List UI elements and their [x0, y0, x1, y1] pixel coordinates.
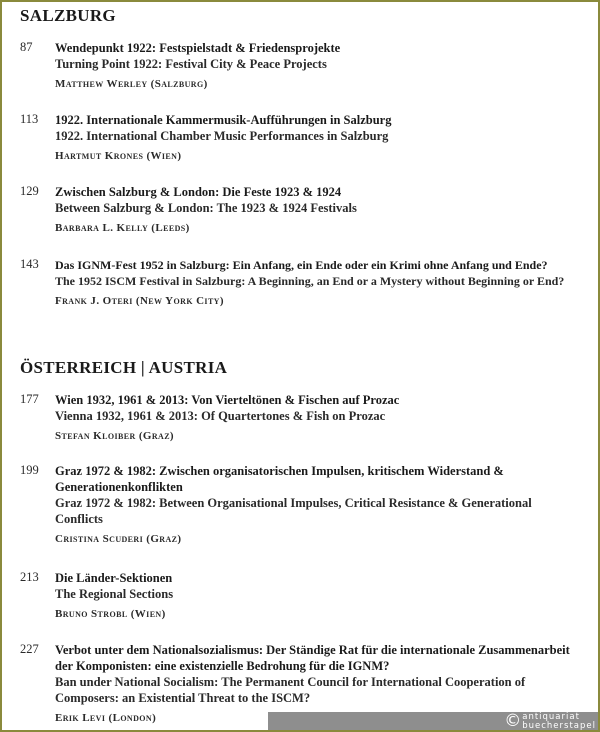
- title-german: Verbot unter dem Nationalsozialismus: Der Ständige Rat für die internationale Zusammenarbeit der Komponisten: eine existenzielle Bedrohung für die IGNM?: [55, 643, 570, 673]
- watermark-text: [504, 713, 596, 730]
- title-english: Ban under National Socialism: The Permanent Council for International Cooperation of Composers: an Existential Threat to the ISCM?: [55, 675, 526, 705]
- toc-entry: [20, 463, 584, 547]
- title-german: Graz 1972 & 1982: Zwischen organisatorischen Impulsen, kritischem Widerstand & Generationenkonflikten: [55, 464, 504, 494]
- page-number: 227: [20, 642, 39, 656]
- author: Erik Levi (London): [55, 712, 157, 724]
- toc-entry: [20, 392, 584, 444]
- author: Hartmut Krones (Wien): [55, 150, 182, 162]
- page-number: 177: [20, 392, 39, 406]
- page-number: 87: [20, 40, 33, 54]
- watermark-line2: buecherstapel: [522, 720, 596, 731]
- author: Frank J. Oteri (New York City): [55, 295, 224, 307]
- title-english: Vienna 1932, 1961 & 2013: Of Quartertones & Fish on Prozac: [55, 409, 386, 423]
- toc-entry: [20, 570, 584, 622]
- title-german: Zwischen Salzburg & London: Die Feste 1923 & 1924: [55, 185, 342, 199]
- copyright-icon: ©: [504, 711, 522, 731]
- title-english: The Regional Sections: [55, 587, 174, 601]
- title-english: The 1952 ISCM Festival in Salzburg: A Beginning, an End or a Mystery without Beginning or End?: [55, 274, 565, 288]
- watermark-banner: [268, 712, 598, 730]
- toc-entry: [20, 112, 584, 164]
- title-german: Das IGNM-Fest 1952 in Salzburg: Ein Anfang, ein Ende oder ein Krimi ohne Anfang und Ende?: [55, 258, 548, 272]
- section-heading-austria: ÖSTERREICH | AUSTRIA: [20, 358, 228, 377]
- page-number: 199: [20, 463, 39, 477]
- page-number: 213: [20, 570, 39, 584]
- title-english: 1922. International Chamber Music Performances in Salzburg: [55, 129, 389, 143]
- toc-entry: [20, 40, 584, 92]
- page-number: 113: [20, 112, 39, 126]
- title-english: Graz 1972 & 1982: Between Organisational Impulses, Critical Resistance & Generational Conflicts: [55, 496, 532, 526]
- title-german: Wien 1932, 1961 & 2013: Von Vierteltönen & Fischen auf Prozac: [55, 393, 400, 407]
- author: Matthew Werley (Salzburg): [55, 78, 208, 90]
- section-heading-salzburg: SALZBURG: [20, 6, 116, 25]
- author: Bruno Strobl (Wien): [55, 608, 166, 620]
- toc-entry: [20, 257, 584, 309]
- watermark-line1: antiquariat: [522, 712, 580, 722]
- title-german: Die Länder-Sektionen: [55, 571, 173, 585]
- author: Cristina Scuderi (Graz): [55, 533, 182, 545]
- page-number: 143: [20, 257, 39, 271]
- title-german: Wendepunkt 1922: Festspielstadt & Friedensprojekte: [55, 41, 341, 55]
- toc-entry: [20, 184, 584, 236]
- page-number: 129: [20, 184, 39, 198]
- author: Stefan Kloiber (Graz): [55, 430, 174, 442]
- title-english: Between Salzburg & London: The 1923 & 1924 Festivals: [55, 201, 357, 215]
- title-german: 1922. Internationale Kammermusik-Aufführungen in Salzburg: [55, 113, 392, 127]
- author: Barbara L. Kelly (Leeds): [55, 222, 190, 234]
- title-english: Turning Point 1922: Festival City & Peace Projects: [55, 57, 327, 71]
